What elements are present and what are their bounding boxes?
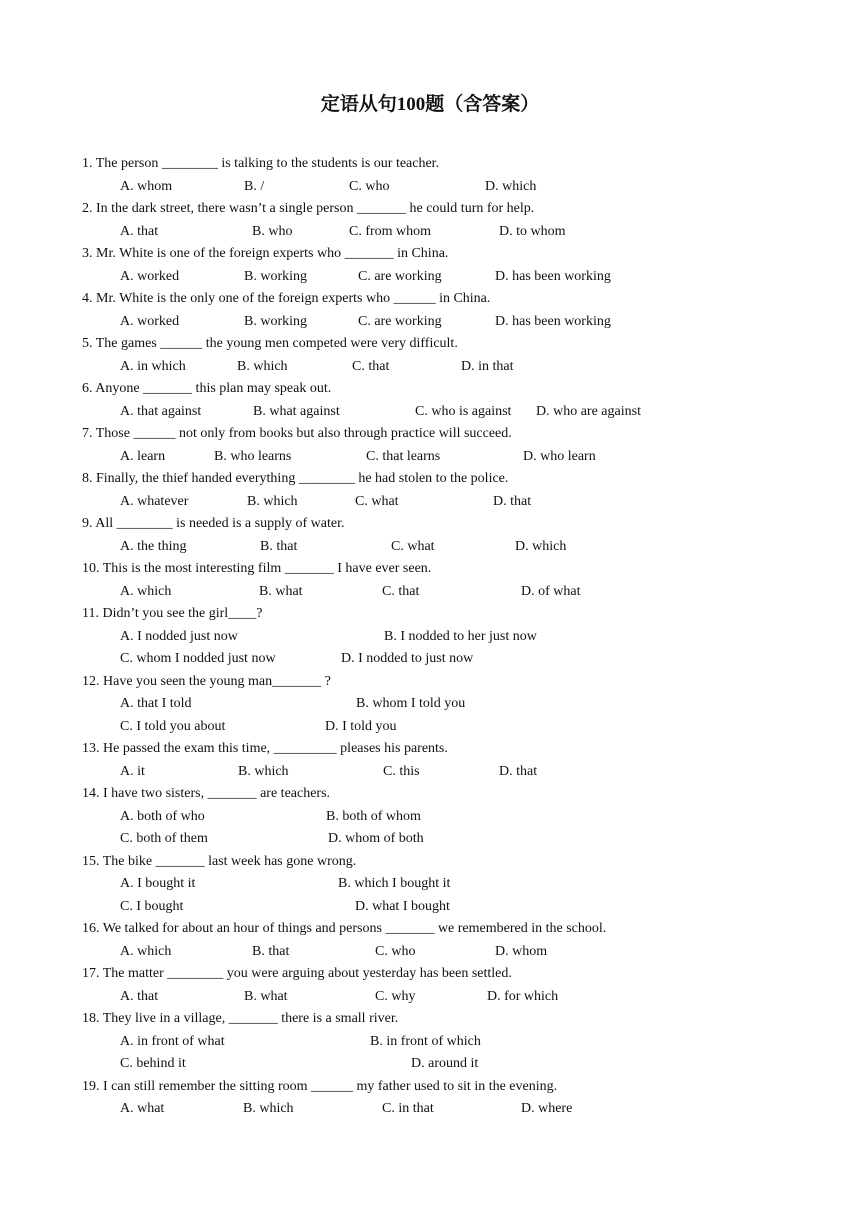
answer-option: A. which: [120, 943, 172, 959]
answer-option: B. what: [244, 988, 288, 1004]
answer-option: A. it: [120, 763, 145, 779]
answer-option: A. I nodded just now: [120, 628, 238, 644]
answer-option: C. I told you about: [120, 718, 226, 734]
answer-option: B. what against: [253, 403, 340, 419]
options-row: [82, 986, 782, 1009]
answer-option: A. I bought it: [120, 876, 196, 891]
question-stem: 3. Mr. White is one of the foreign experts who _______ in China.: [82, 246, 449, 261]
answer-option: B. working: [244, 313, 307, 329]
answer-option: C. that: [382, 583, 420, 599]
options-row: [82, 941, 782, 964]
answer-option: B. working: [244, 268, 307, 284]
answer-option: B. which: [237, 358, 288, 374]
question-stem: 6. Anyone _______ this plan may speak out.: [82, 381, 332, 396]
options-row: [82, 873, 782, 896]
options-row: [82, 693, 782, 716]
answer-option: B. which: [238, 763, 289, 779]
answer-option: B. who learns: [214, 448, 292, 464]
options-row: [82, 761, 782, 784]
answer-option: B. what: [259, 583, 303, 599]
answer-option: C. why: [375, 988, 416, 1004]
question-stem: 14. I have two sisters, _______ are teachers.: [82, 786, 331, 801]
page-title: 定语从句100题（含答案）: [320, 94, 540, 115]
answer-option: A. that: [120, 988, 159, 1004]
options-row: [82, 221, 782, 244]
question-stem: 9. All ________ is needed is a supply of water.: [82, 516, 345, 531]
question-stem: 12. Have you seen the young man_______ ?: [82, 673, 331, 689]
answer-option: D. for which: [487, 988, 559, 1004]
answer-option: C. who is against: [415, 403, 512, 419]
options-row: [82, 716, 782, 739]
question-stem: 5. The games ______ the young men competed were very difficult.: [82, 336, 458, 351]
answer-option: B. which I bought it: [338, 876, 451, 891]
answer-option: C. who: [375, 943, 416, 959]
options-row: [82, 536, 782, 559]
answer-option: C. I bought: [120, 898, 184, 914]
answer-option: C. behind it: [120, 1056, 186, 1071]
answer-option: B. both of whom: [326, 808, 421, 824]
answer-option: B. that: [260, 538, 298, 554]
options-row: [82, 356, 782, 379]
answer-option: B. which: [243, 1101, 294, 1116]
answer-option: A. both of who: [120, 808, 205, 824]
answer-option: B. which: [247, 493, 298, 509]
answer-option: C. whom I nodded just now: [120, 651, 276, 666]
answer-option: C. both of them: [120, 831, 208, 846]
question-list: [82, 153, 782, 1121]
answer-option: D. has been working: [495, 313, 611, 329]
answer-option: D. I nodded to just now: [341, 651, 474, 666]
answer-option: A. worked: [120, 313, 180, 329]
answer-option: D. who learn: [523, 448, 596, 464]
question-stem: 18. They live in a village, _______ there is a small river.: [82, 1011, 399, 1026]
options-row: [82, 581, 782, 604]
answer-option: B. that: [252, 943, 290, 959]
options-row: [82, 806, 782, 829]
question-stem: 17. The matter ________ you were arguing about yesterday has been settled.: [82, 966, 512, 981]
options-row: [82, 828, 782, 851]
answer-option: A. which: [120, 583, 172, 599]
question-stem: 15. The bike _______ last week has gone wrong.: [82, 853, 357, 869]
answer-option: D. has been working: [495, 268, 611, 284]
answer-option: C. who: [349, 178, 390, 194]
answer-option: A. learn: [120, 448, 166, 464]
answer-option: D. who are against: [536, 403, 641, 419]
options-row: [82, 176, 782, 199]
question-stem: 10. This is the most interesting film _______ I have ever seen.: [82, 561, 432, 576]
answer-option: D. to whom: [499, 223, 566, 239]
answer-option: C. are working: [358, 313, 442, 329]
answer-option: D. whom: [495, 943, 548, 959]
answer-option: B. who: [252, 223, 293, 239]
answer-option: D. which: [515, 538, 567, 554]
question-stem: 2. In the dark street, there wasn’t a single person _______ he could turn for help.: [82, 201, 535, 216]
question-stem: 19. I can still remember the sitting room ______ my father used to sit in the evening.: [82, 1078, 558, 1094]
answer-option: B. whom I told you: [356, 696, 466, 711]
answer-option: A. that: [120, 223, 159, 239]
answer-option: B. /: [244, 178, 265, 194]
question-stem: 13. He passed the exam this time, _________ pleases his parents.: [82, 741, 448, 756]
answer-option: D. in that: [461, 358, 514, 374]
question-stem: 4. Mr. White is the only one of the foreign experts who ______ in China.: [82, 291, 491, 306]
options-row: [82, 446, 782, 469]
options-row: [82, 491, 782, 514]
options-row: [82, 311, 782, 334]
answer-option: C. that learns: [366, 448, 441, 464]
answer-option: C. this: [383, 763, 420, 779]
options-row: [82, 401, 782, 424]
options-row: [82, 648, 782, 671]
answer-option: D. which: [485, 178, 537, 194]
answer-option: B. I nodded to her just now: [384, 628, 537, 644]
answer-option: A. whatever: [120, 493, 189, 509]
answer-option: D. that: [499, 763, 538, 779]
answer-option: C. that: [352, 358, 390, 374]
answer-option: D. of what: [521, 583, 581, 599]
answer-option: C. what: [355, 493, 399, 509]
answer-option: C. are working: [358, 268, 442, 284]
options-row: [82, 1031, 782, 1054]
question-stem: 1. The person ________ is talking to the students is our teacher.: [82, 156, 440, 171]
answer-option: C. in that: [382, 1101, 434, 1116]
answer-option: A. worked: [120, 268, 180, 284]
answer-option: A. in front of what: [120, 1033, 225, 1049]
answer-option: B. in front of which: [370, 1033, 481, 1049]
answer-option: A. the thing: [120, 538, 187, 554]
answer-option: A. whom: [120, 178, 173, 194]
answer-option: A. that against: [120, 403, 202, 419]
options-row: [82, 896, 782, 919]
answer-option: A. what: [120, 1101, 165, 1116]
answer-option: C. what: [391, 538, 435, 554]
answer-option: D. I told you: [325, 718, 397, 734]
answer-option: A. in which: [120, 358, 186, 374]
question-stem: 7. Those ______ not only from books but also through practice will succeed.: [82, 426, 512, 441]
question-stem: 11. Didn’t you see the girl____?: [82, 606, 263, 621]
answer-option: D. around it: [411, 1056, 479, 1071]
answer-option: D. where: [521, 1101, 573, 1116]
question-stem: 16. We talked for about an hour of things and persons _______ we remembered in the school.: [82, 921, 607, 936]
options-row: [82, 266, 782, 289]
answer-option: A. that I told: [120, 696, 192, 711]
question-stem: 8. Finally, the thief handed everything ________ he had stolen to the police.: [82, 471, 509, 486]
answer-option: D. what I bought: [355, 898, 450, 914]
answer-option: C. from whom: [349, 223, 432, 239]
options-row: [82, 626, 782, 649]
options-row: [82, 1053, 782, 1076]
answer-option: D. whom of both: [328, 831, 424, 846]
options-row: [82, 1098, 782, 1121]
answer-option: D. that: [493, 493, 532, 509]
